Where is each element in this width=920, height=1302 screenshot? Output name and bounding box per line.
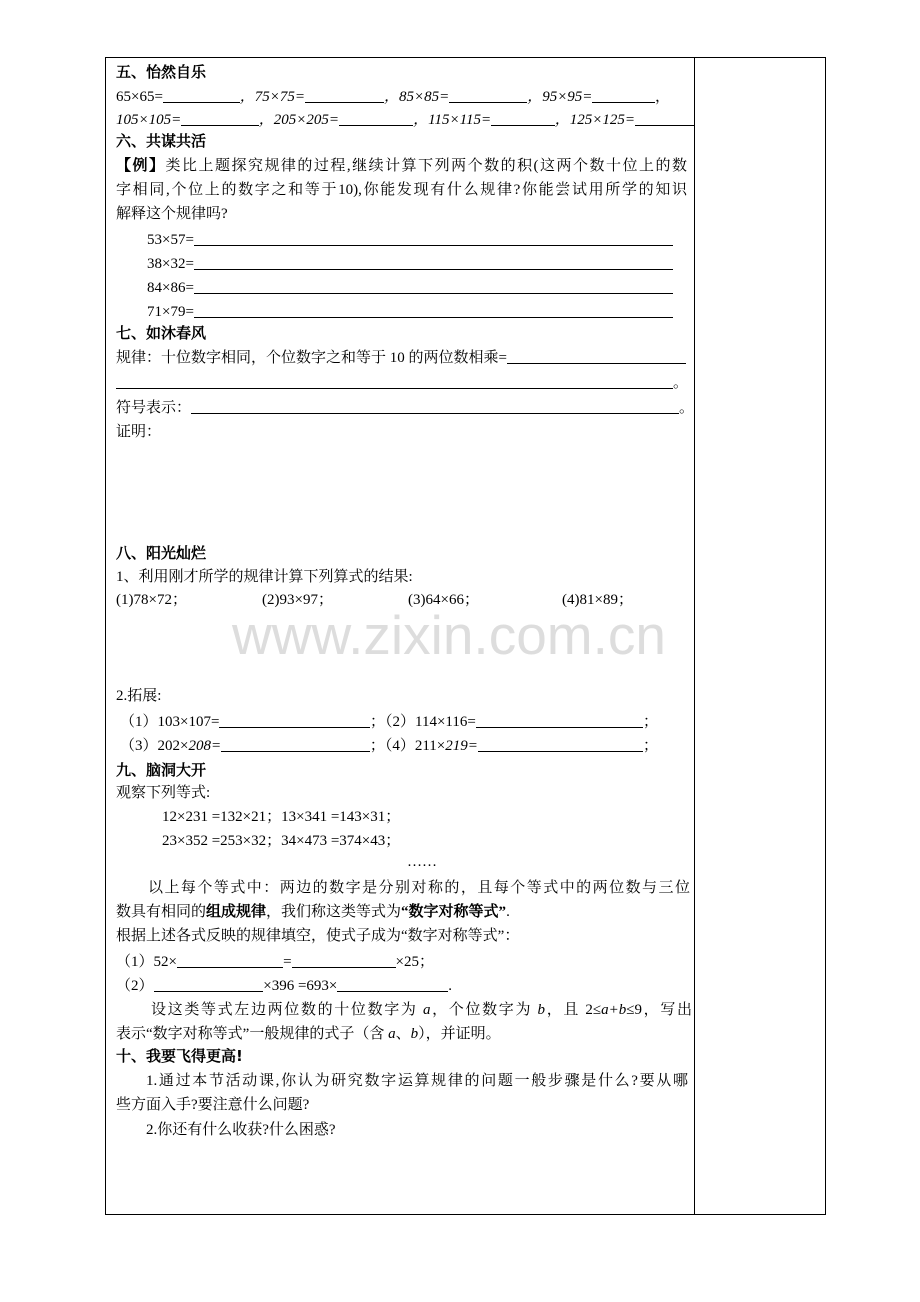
text-segment: ，我们称这类等式为 xyxy=(266,904,402,920)
fill-intro: 根据上述各式反映的规律填空，使式子成为“数字对称等式”： xyxy=(116,928,520,944)
answer-blank xyxy=(507,349,686,364)
answer-blank xyxy=(154,977,264,992)
extension-row-2 xyxy=(120,735,658,756)
proof-label: 证明： xyxy=(116,424,162,440)
answer-blank xyxy=(163,88,240,103)
square-expr: 105×105= xyxy=(116,112,182,128)
answer-blank xyxy=(592,88,655,103)
fill-text: （1）52× xyxy=(116,954,177,970)
answer-blank xyxy=(194,279,673,294)
text-segment: 表示“数字对称等式”一般规律的式子（含 xyxy=(116,1026,389,1042)
product-expr: 53×57= xyxy=(147,232,194,248)
separator: ； xyxy=(642,738,658,754)
answer-blank xyxy=(219,713,370,728)
task-1-item: (4)81×89； xyxy=(562,592,633,608)
section-7-heading: 七、如沐春风 xyxy=(116,324,207,342)
square-expr: ，125×125= xyxy=(554,112,635,128)
rule-continuation-row xyxy=(116,372,688,393)
rule-row xyxy=(116,347,686,368)
answer-blank xyxy=(116,374,673,389)
text-segment: ，且 2≤ xyxy=(545,1002,602,1018)
text-segment: ，个位数字为 xyxy=(430,1002,538,1018)
section-8-heading: 八、阳光灿烂 xyxy=(116,544,207,562)
product-expr: 38×32= xyxy=(147,256,194,272)
example-tag: 【例】 xyxy=(116,158,166,174)
variable: a xyxy=(422,1002,431,1018)
section-6-heading: 六、共谋共活 xyxy=(116,132,207,150)
example-expr-row xyxy=(147,277,673,298)
answer-blank xyxy=(305,88,384,103)
period: 。 xyxy=(672,375,688,391)
fill-text: . xyxy=(448,978,452,994)
fill-text: ×396 =693× xyxy=(263,978,338,994)
text-segment: ），并证明。 xyxy=(418,1026,501,1042)
variable: a+b xyxy=(601,1002,627,1018)
answer-blank xyxy=(478,737,643,752)
period: 。 xyxy=(678,400,694,416)
variable: b xyxy=(410,1026,419,1042)
square-expr: 65×65= xyxy=(116,89,163,105)
task-1-prompt: 1、利用刚才所学的规律计算下列算式的结果: xyxy=(116,569,413,585)
product-expr-part: （3）202× xyxy=(120,738,189,754)
fill-row-1 xyxy=(116,951,434,972)
equation-row: 23×352 =253×32；34×473 =374×43； xyxy=(162,833,401,849)
answer-blank xyxy=(635,111,694,126)
separator: ； xyxy=(642,714,658,730)
rule-text: 规律：十位数字相同，个位数字之和等于 10 的两位数相乘= xyxy=(116,350,507,366)
section-5-heading: 五、怡然自乐 xyxy=(116,63,207,81)
answer-blank xyxy=(181,111,259,126)
reflection-question-1-line-2: 些方面入手?要注意什么问题? xyxy=(116,1097,310,1113)
ellipsis: …… xyxy=(407,854,437,870)
explanation-line-2 xyxy=(116,902,510,922)
task-1-item: (2)93×97； xyxy=(262,592,333,608)
explanation-line-1: 以上每个等式中：两边的数字是分别对称的，且每个等式中的两位数与三位 xyxy=(148,880,690,896)
symbol-row xyxy=(116,397,694,418)
variable: a xyxy=(388,1026,396,1042)
answer-blank xyxy=(491,111,555,126)
fill-row-2 xyxy=(116,975,452,996)
text-segment: 、 xyxy=(395,1026,411,1042)
answer-blank xyxy=(292,953,396,968)
section-10-heading: 十、我要飞得更高! xyxy=(116,1047,243,1065)
task-2-prompt: 2.拓展: xyxy=(116,688,162,704)
example-line-3: 解释这个规律吗? xyxy=(116,206,228,222)
fill-text: ×25； xyxy=(395,954,434,970)
example-expr-row xyxy=(147,301,673,322)
text-segment: . xyxy=(506,904,510,920)
answer-blank xyxy=(476,713,643,728)
product-expr: 84×86= xyxy=(147,280,194,296)
product-expr-part: 208= xyxy=(188,738,222,754)
answer-blank xyxy=(449,88,527,103)
product-expr: ；（2）114×116= xyxy=(370,714,476,730)
text-segment: 设这类等式左边两位数的十位数字为 xyxy=(151,1002,423,1018)
section-9-heading: 九、脑洞大开 xyxy=(116,761,207,779)
reflection-question-2: 2.你还有什么收获?什么困惑? xyxy=(146,1122,336,1138)
example-expr-row xyxy=(147,253,673,274)
answer-blank xyxy=(191,399,679,414)
emphasis: 组成规律 xyxy=(206,904,267,920)
answer-blank xyxy=(194,231,673,246)
answer-blank xyxy=(339,111,413,126)
general-task-line-2 xyxy=(116,1024,501,1044)
watermark: www.zixin.com.cn xyxy=(232,604,666,666)
answer-blank xyxy=(194,255,673,270)
square-expr: ，85×85= xyxy=(384,89,450,105)
example-expr-row xyxy=(147,229,673,250)
product-expr: （1）103×107= xyxy=(120,714,220,730)
answer-blank xyxy=(194,303,673,318)
section-5-row-1 xyxy=(116,86,670,107)
text-segment: ≤9，写出 xyxy=(626,1002,692,1018)
fill-text: = xyxy=(283,954,292,970)
product-expr-part: 219= xyxy=(445,738,478,754)
answer-blank xyxy=(221,737,370,752)
square-expr: ，205×205= xyxy=(258,112,340,128)
square-expr: ，95×95= xyxy=(527,89,593,105)
task-1-item: (1)78×72； xyxy=(116,592,187,608)
answer-blank xyxy=(337,977,448,992)
observe-prompt: 观察下列等式: xyxy=(116,785,211,801)
section-5-row-2 xyxy=(116,109,694,130)
square-expr: ，75×75= xyxy=(239,89,305,105)
general-task-line-1 xyxy=(151,1000,692,1020)
answer-blank xyxy=(177,953,283,968)
reflection-question-1-line-1: 1.通过本节活动课,你认为研究数字运算规律的问题一般步骤是什么?要从哪 xyxy=(146,1073,688,1089)
notes-column-divider xyxy=(694,57,695,1215)
example-line-1 xyxy=(116,156,687,176)
example-text: 类比上题探究规律的过程,继续计算下列两个数的积(这两个数十位上的数 xyxy=(165,158,687,174)
variable: b xyxy=(537,1002,546,1018)
example-line-2: 字相同,个位上的数字之和等于10),你能发现有什么规律?你能尝试用所学的知识 xyxy=(116,182,687,198)
task-1-item: (3)64×66； xyxy=(408,592,479,608)
product-expr: 71×79= xyxy=(147,304,194,320)
extension-row-1 xyxy=(120,711,658,732)
symbol-label: 符号表示： xyxy=(116,400,192,416)
text-segment: 数具有相同的 xyxy=(116,904,207,920)
square-expr: ，115×115= xyxy=(413,112,492,128)
equation-row: 12×231 =132×21；13×341 =143×31； xyxy=(162,809,401,825)
product-expr-part: ；（4）211× xyxy=(369,738,446,754)
fill-text: （2） xyxy=(116,978,154,994)
emphasis: “数字对称等式” xyxy=(401,904,507,920)
separator: ， xyxy=(655,89,671,105)
